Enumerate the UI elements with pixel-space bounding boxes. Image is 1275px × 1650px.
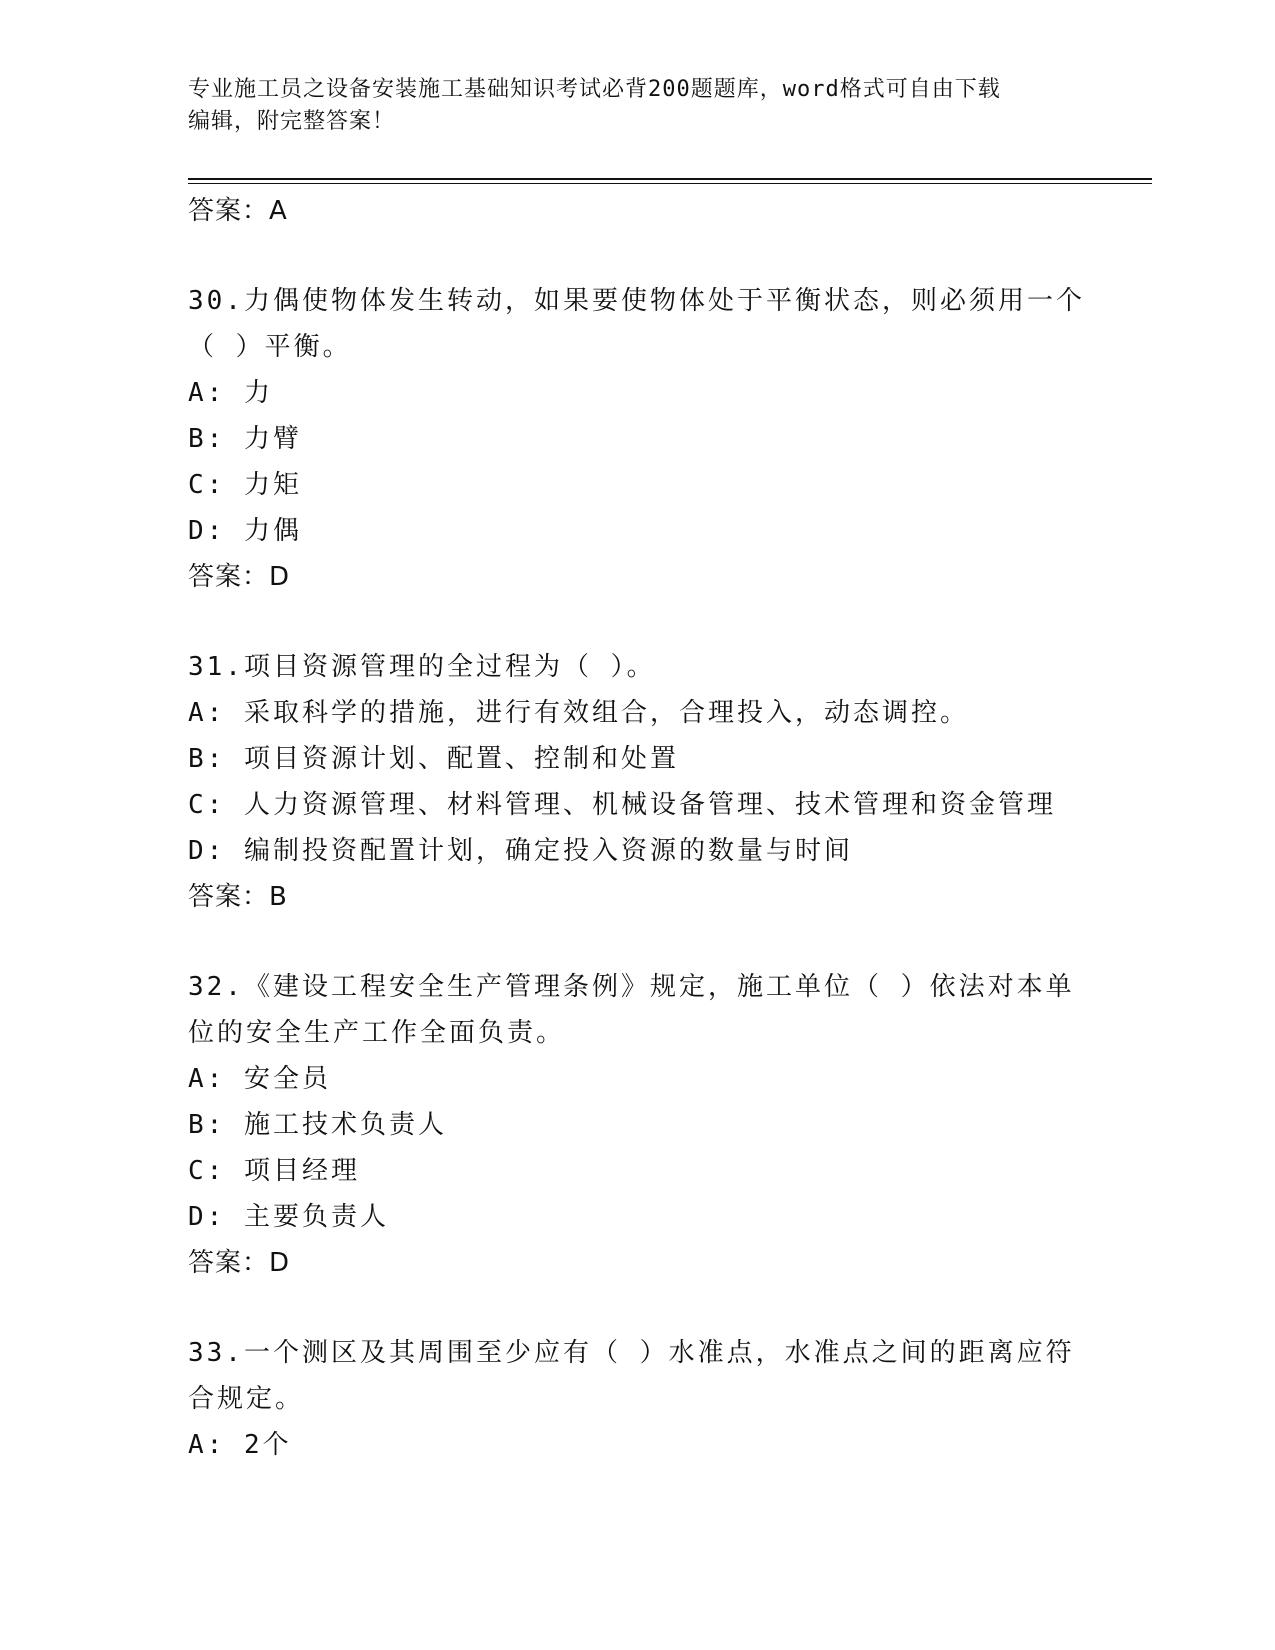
- option-a: A: 力: [188, 378, 273, 408]
- header-line-2: 编辑，附完整答案！: [188, 109, 396, 134]
- answer-line: 答案：A: [188, 196, 288, 226]
- option-c: C: 力矩: [188, 470, 302, 500]
- option-a: A: 采取科学的措施，进行有效组合，合理投入，动态调控。: [188, 698, 969, 728]
- question-stem-line: 32.《建设工程安全生产管理条例》规定，施工单位（ ）依法对本单: [188, 972, 1075, 1002]
- header-rule-thick: [188, 178, 1152, 180]
- option-a: A: 安全员: [188, 1064, 331, 1094]
- question-stem-line: 31.项目资源管理的全过程为（ ）。: [188, 652, 656, 682]
- document-header: [188, 74, 1088, 138]
- option-d: D: 力偶: [188, 516, 302, 546]
- question-stem-line: 33.一个测区及其周围至少应有（ ）水准点，水准点之间的距离应符: [188, 1338, 1075, 1368]
- option-d: D: 主要负责人: [188, 1202, 389, 1232]
- header-line-1: 专业施工员之设备安装施工基础知识考试必背200题题库，word格式可自由下载: [188, 77, 1001, 102]
- question-stem-line: 合规定。: [188, 1384, 305, 1414]
- option-d: D: 编制投资配置计划，确定投入资源的数量与时间: [188, 836, 853, 866]
- option-b: B: 项目资源计划、配置、控制和处置: [188, 744, 679, 774]
- header-rule-thin: [188, 183, 1152, 184]
- question-stem: [188, 964, 1088, 1056]
- question-31: [188, 644, 1088, 920]
- question-stem-line: 位的安全生产工作全面负责。: [188, 1018, 566, 1048]
- option-c: C: 项目经理: [188, 1156, 360, 1186]
- option-a: A: 2个: [188, 1430, 292, 1460]
- option-c: C: 人力资源管理、材料管理、机械设备管理、技术管理和资金管理: [188, 790, 1056, 820]
- question-32: [188, 964, 1088, 1286]
- question-stem-line: 30.力偶使物体发生转动，如果要使物体处于平衡状态，则必须用一个: [188, 286, 1085, 316]
- question-stem: [188, 278, 1088, 370]
- answer-line: 答案：D: [188, 1248, 291, 1278]
- option-b: B: 力臂: [188, 424, 302, 454]
- answer-line: 答案：D: [188, 562, 291, 592]
- question-30: [188, 278, 1088, 600]
- document-body: [188, 188, 1088, 1468]
- question-stem: [188, 644, 1088, 690]
- answer-line: 答案：B: [188, 882, 288, 912]
- question-stem-line: （ ）平衡。: [188, 332, 352, 362]
- question-33: [188, 1330, 1088, 1468]
- question-stem: [188, 1330, 1088, 1422]
- option-b: B: 施工技术负责人: [188, 1110, 447, 1140]
